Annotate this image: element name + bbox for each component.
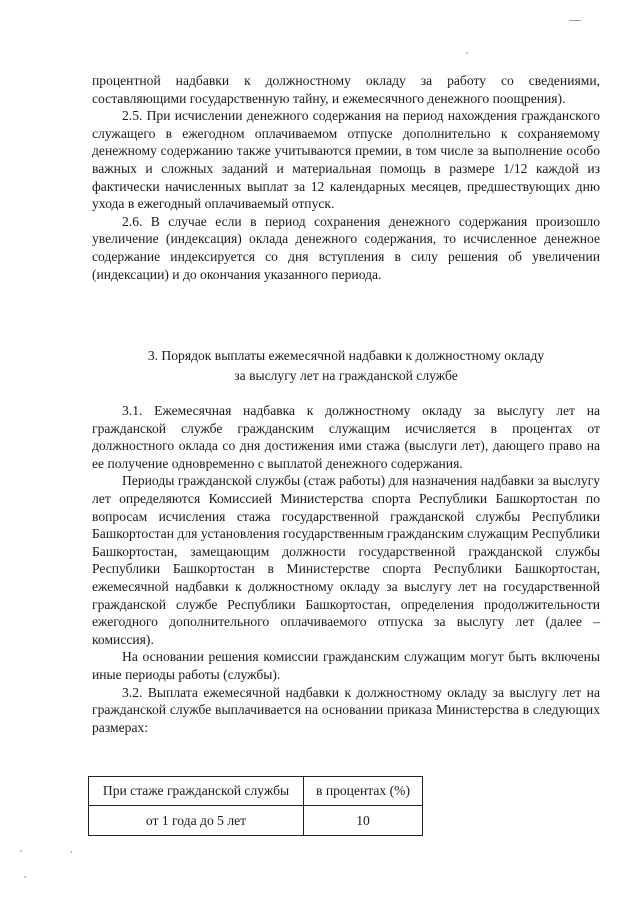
paragraph-3-1: 3.1. Ежемесячная надбавка к должностному окладу за выслугу лет на гражданской службе гражданским служащим исчисляется в процентах от должностного оклада со дня достижения ими стажа (выслуги лет), дающего право на ее получение одновременно с выплатой денежного содержания. xyxy=(92,403,600,471)
section3-heading xyxy=(92,346,600,386)
table-row xyxy=(89,806,423,836)
section2-tail xyxy=(92,72,600,283)
section3-body xyxy=(92,402,600,736)
page-edge-mark xyxy=(569,20,581,21)
seniority-table xyxy=(88,776,423,836)
table-header-row xyxy=(89,777,423,806)
table-cell-percent: 10 xyxy=(304,806,423,836)
paragraph-2-6: 2.6. В случае если в период сохранения денежного содержания произошло увеличение (индексация) оклада денежного содержания, то исчисленное денежное содержание индексируется со дня вступления в силу решения об увеличении (индексации) и до окончания указанного периода. xyxy=(92,213,600,282)
paragraph-commission: На основании решения комиссии гражданским служащим могут быть включены иные периоды работы (службы). xyxy=(92,649,600,682)
scan-speck xyxy=(70,851,72,853)
table-cell-stage: от 1 года до 5 лет xyxy=(89,806,304,836)
section3-heading-line2: за выслугу лет на гражданской службе xyxy=(234,368,458,383)
table-header-percent: в процентах (%) xyxy=(304,777,423,806)
paragraph-periods: Периоды гражданской службы (стаж работы) для назначения надбавки за выслугу лет определяются Комиссией Министерства спорта Республики Башкортостан по вопросам исчисления стажа государственной гражданской службы Республики Башкортостан для установления государственным гражданским служащим Республики Башкортостан, замещающим должности государственной гражданской службы Республики Башкортостан в Министерстве спорта Республики Башкортостан, ежемесячной надбавки к должностному окладу за выслугу лет на государственной гражданской службе Республики Башкортостан, определения продолжительности ежегодного дополнительного оплачиваемого отпуска за выслугу лет (далее – комиссия). xyxy=(92,473,600,647)
paragraph-2-5: 2.5. При исчислении денежного содержания на период нахождения гражданского служащего в ежегодном оплачиваемом отпуске дополнительно к сохраняемому денежному содержанию также учитываются премии, в том числе за выполнение особо важных и сложных заданий и материальная помощь в размере 1/12 каждой из фактически начисленных выплат за 12 календарных месяцев, предшествующих дню ухода в ежегодный оплачиваемый отпуск. xyxy=(92,108,600,212)
paragraph-continuation: процентной надбавки к должностному окладу за работу со сведениями, составляющими государственную тайну, и ежемесячного денежного поощрения). xyxy=(92,73,600,106)
scan-speck xyxy=(466,52,468,54)
table-header-stage: При стаже гражданской службы xyxy=(89,777,304,806)
section3-heading-line1: 3. Порядок выплаты ежемесячной надбавки к должностному окладу xyxy=(147,348,545,363)
scan-speck xyxy=(20,850,22,852)
paragraph-3-2: 3.2. Выплата ежемесячной надбавки к должностному окладу за выслугу лет на гражданской службе выплачивается на основании приказа Министерства в следующих размерах: xyxy=(92,684,600,735)
scan-speck xyxy=(24,876,26,878)
